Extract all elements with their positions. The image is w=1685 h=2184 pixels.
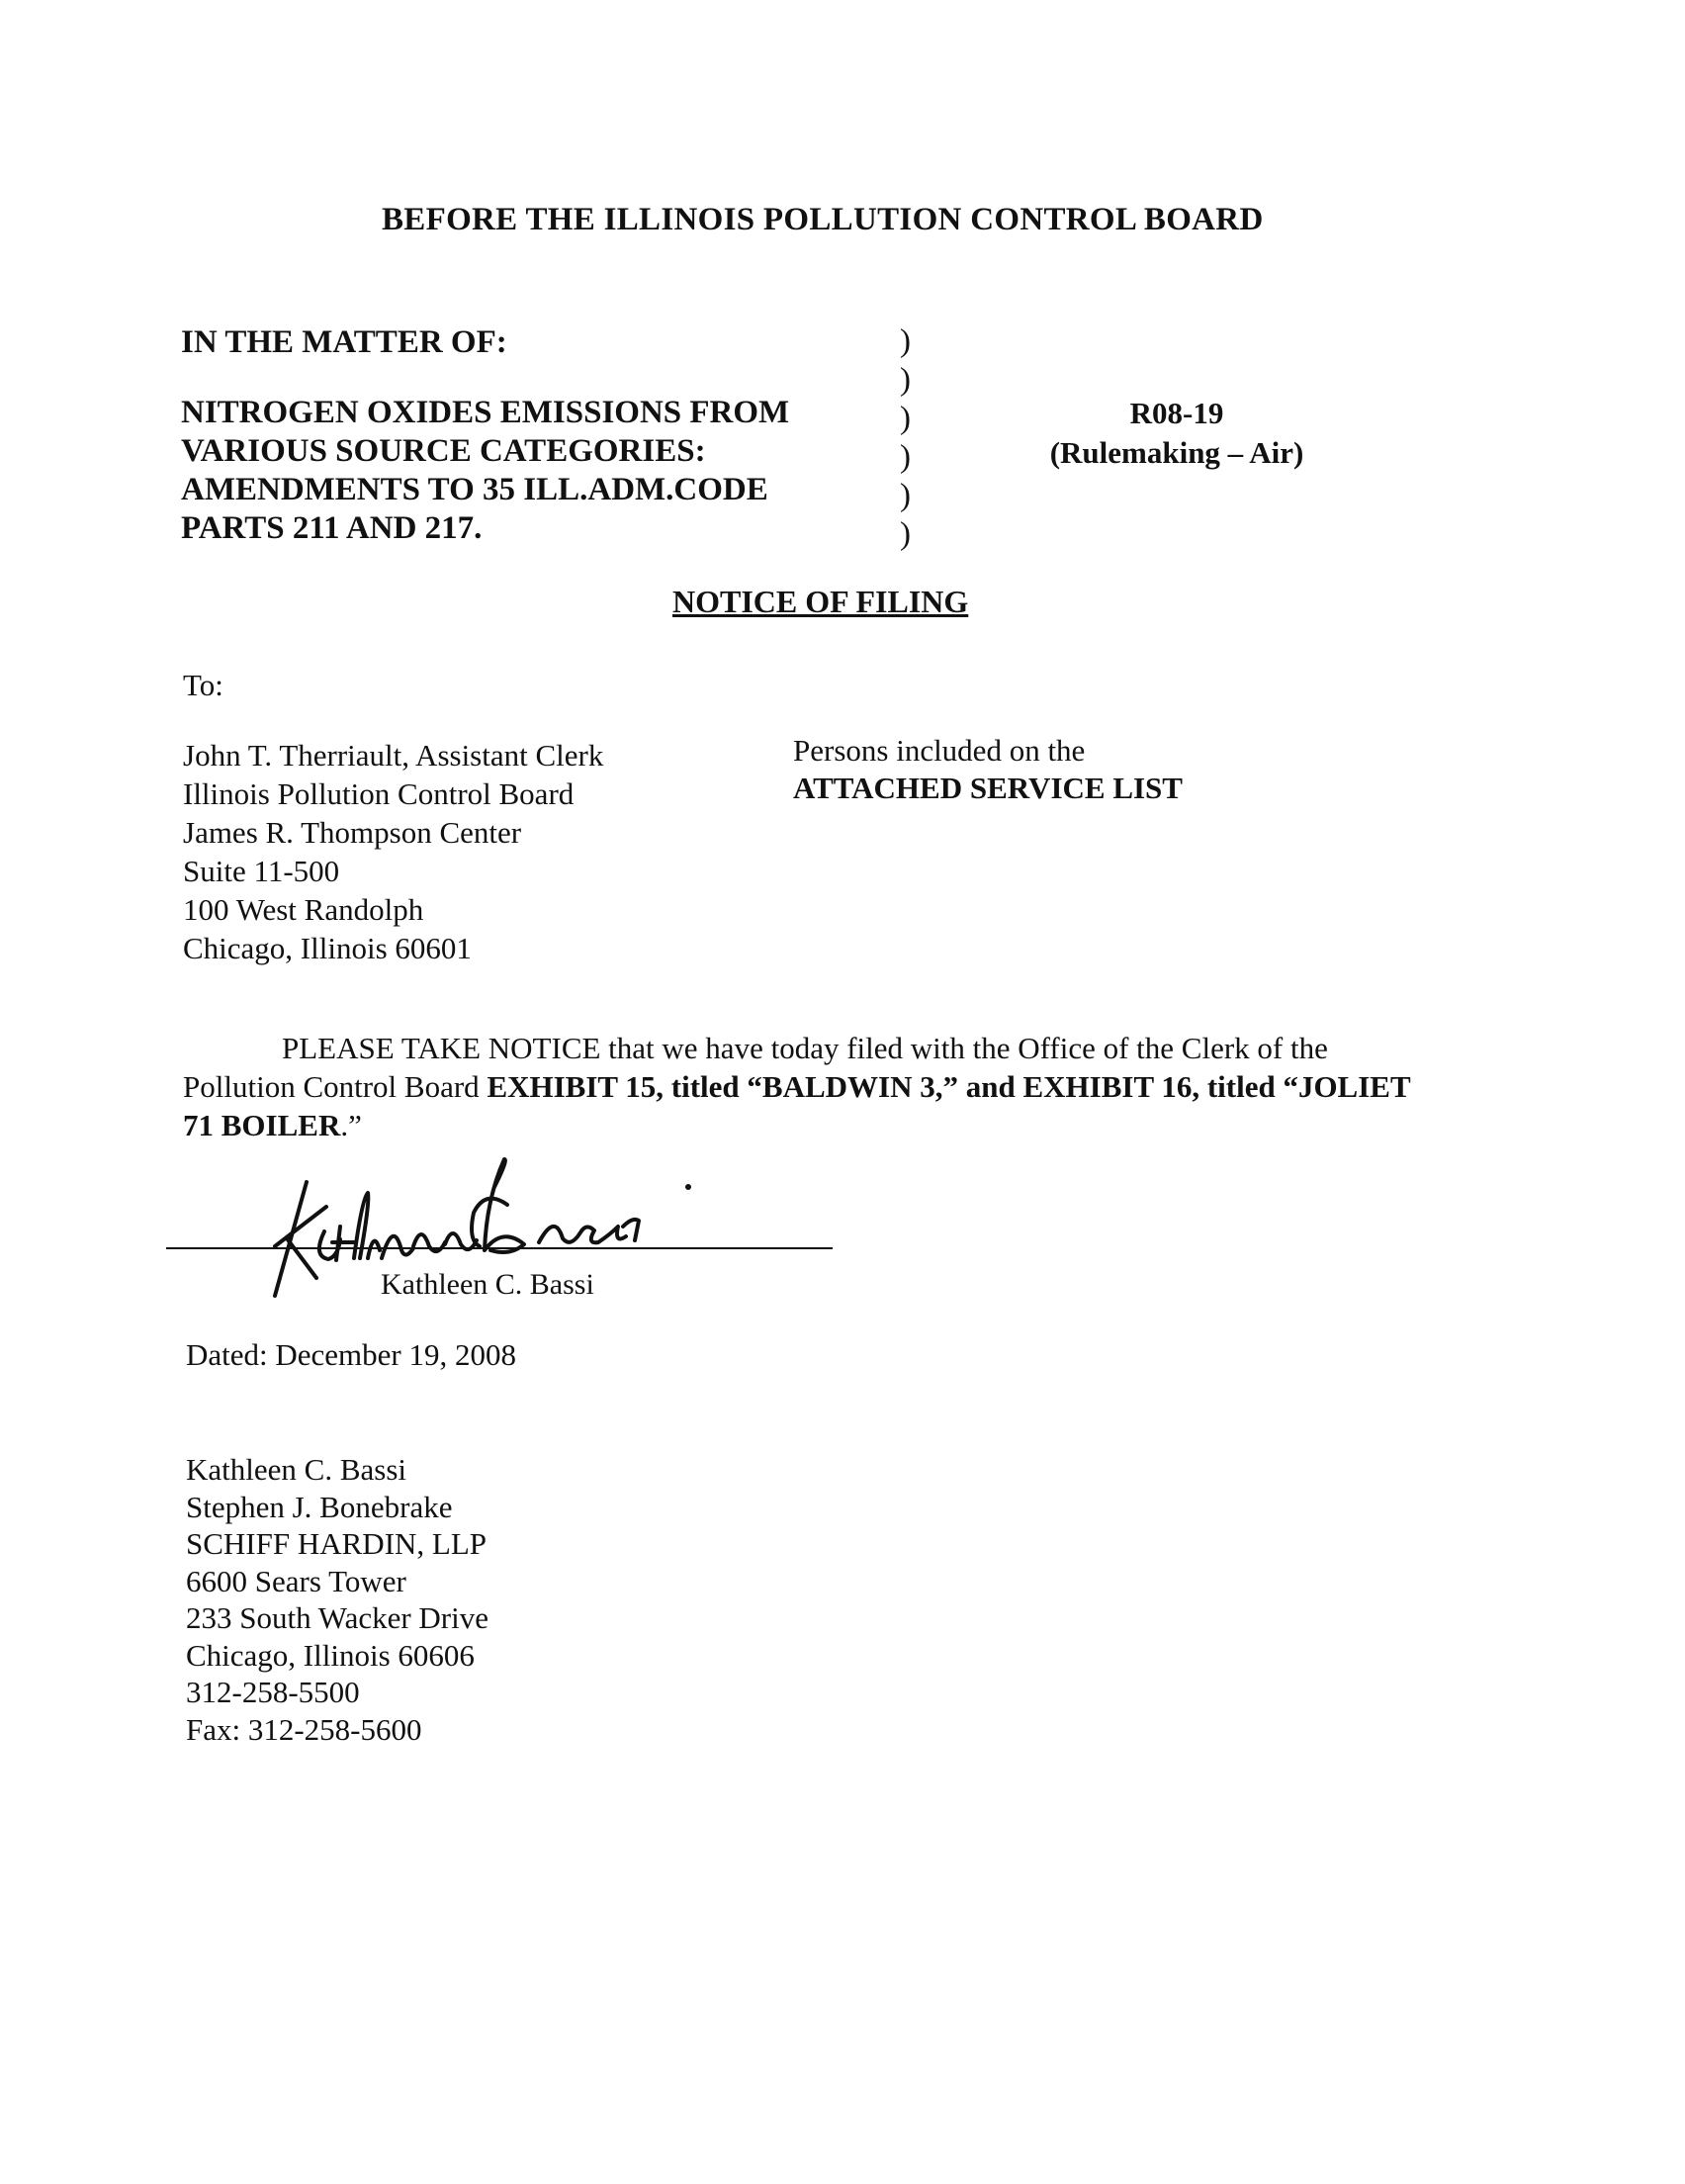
- to-label: To:: [183, 668, 223, 702]
- contact-line: Fax: 312-258-5600: [186, 1711, 422, 1747]
- matter-label: IN THE MATTER OF:: [181, 324, 507, 360]
- service-list-line: Persons included on the: [793, 733, 1086, 768]
- service-list-recipients: [793, 732, 1183, 807]
- docket-block: [1028, 394, 1325, 473]
- contact-line: 312-258-5500: [186, 1675, 360, 1709]
- paren: ): [900, 478, 911, 513]
- document-heading: BEFORE THE ILLINOIS POLLUTION CONTROL BOARD: [382, 202, 1264, 237]
- date-line: Dated: December 19, 2008: [186, 1337, 516, 1372]
- paren: ): [900, 401, 911, 436]
- notice-exhibits: EXHIBIT 15, titled “BALDWIN 3,” and EXHIBIT 16, titled “JOLIET 71 BOILER: [183, 1069, 1411, 1142]
- caption-line: NITROGEN OXIDES EMISSIONS FROM: [181, 395, 790, 430]
- paren: ): [900, 362, 911, 398]
- contact-line: Stephen J. Bonebrake: [186, 1489, 453, 1524]
- address-line: Chicago, Illinois 60601: [183, 931, 472, 965]
- contact-line: 6600 Sears Tower: [186, 1563, 406, 1598]
- paren: ): [900, 439, 911, 475]
- notice-title: NOTICE OF FILING: [672, 584, 969, 619]
- caption-parentheses: [900, 322, 911, 554]
- address-line: Suite 11-500: [183, 854, 340, 888]
- address-line: 100 West Randolph: [183, 892, 424, 927]
- recipient-address: [183, 736, 603, 967]
- case-caption: [181, 394, 789, 548]
- signer-name: Kathleen C. Bassi: [381, 1268, 594, 1301]
- caption-line: AMENDMENTS TO 35 ILL.ADM.CODE: [181, 472, 768, 507]
- caption-line: PARTS 211 AND 217.: [181, 510, 483, 546]
- docket-type: (Rulemaking – Air): [1049, 435, 1304, 470]
- paren: ): [900, 323, 911, 359]
- contact-line: 233 South Wacker Drive: [186, 1600, 489, 1635]
- paren: ): [900, 516, 911, 552]
- contact-line: Kathleen C. Bassi: [186, 1452, 406, 1487]
- address-line: James R. Thompson Center: [183, 815, 522, 850]
- address-line: Illinois Pollution Control Board: [183, 776, 575, 811]
- notice-paragraph: [183, 1029, 1439, 1144]
- service-list-title: ATTACHED SERVICE LIST: [793, 771, 1183, 805]
- caption-line: VARIOUS SOURCE CATEGORIES:: [181, 433, 706, 469]
- docket-number: R08-19: [1129, 396, 1224, 430]
- address-line: John T. Therriault, Assistant Clerk: [183, 738, 604, 773]
- notice-text: PLEASE TAKE NOTICE that we have today filed with the Office of the Clerk of the Pollution Control Board: [183, 1031, 1328, 1104]
- notice-closing: .”: [340, 1108, 362, 1142]
- contact-line: Chicago, Illinois 60606: [186, 1637, 475, 1673]
- attorney-contact-block: [186, 1451, 488, 1748]
- contact-line: SCHIFF HARDIN, LLP: [186, 1526, 488, 1561]
